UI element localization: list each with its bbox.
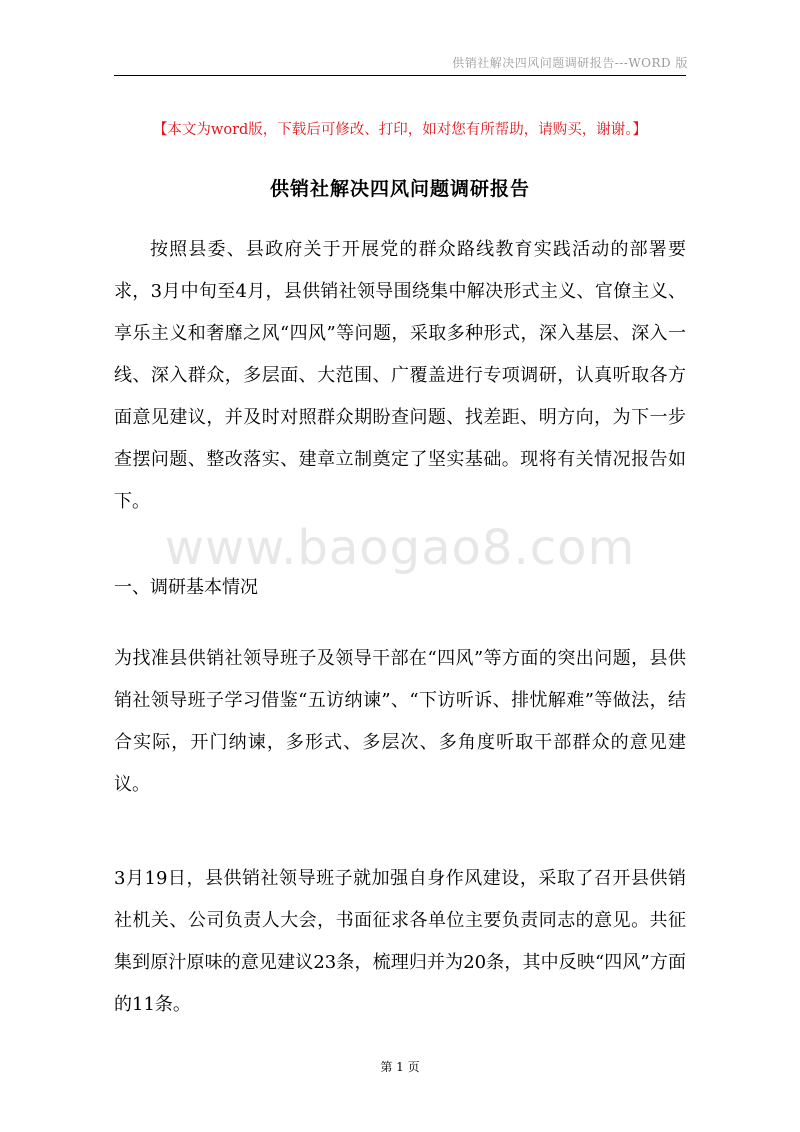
purchase-notice: 【本文为word版，下载后可修改、打印，如对您有所帮助，请购买，谢谢。】 — [152, 122, 648, 138]
body-paragraph: 3月19日，县供销社领导班子就加强自身作风建设，采取了召开县供销社机关、公司负责人大会，书面征求各单位主要负责同志的意见。共征集到原汁原味的意见建议23条，梳理归并为20条，其中反映“四风”方面的11条。 — [114, 868, 686, 1015]
body-paragraph: 为找准县供销社领导班子及领导干部在“四风”等方面的突出问题，县供销社领导班子学习借鉴“五访纳谏”、“下访听诉、排忧解难”等做法，结合实际，开门纳谏，多形式、多层次、多角度听取干部群众的意见建议。 — [114, 648, 686, 795]
document-title: 供销社解决四风问题调研报告 — [269, 178, 530, 200]
header-rule — [114, 75, 686, 76]
running-header: 供销社解决四风问题调研报告---WORD 版 — [452, 56, 688, 70]
page-number: 第 1 页 — [380, 1060, 420, 1074]
intro-paragraph: 按照县委、县政府关于开展党的群众路线教育实践活动的部署要求，3月中旬至4月，县供销社领导围绕集中解决形式主义、官僚主义、享乐主义和奢靡之风“四风”等问题，采取多种形式，深入基层、深入一线、深入群众，多层面、大范围、广覆盖进行专项调研，认真听取各方面意见建议，并及时对照群众期盼查问题、找差距、明方向，为下一步查摆问题、整改落实、建章立制奠定了坚实基础。现将有关情况报告如下。 — [114, 239, 686, 512]
watermark: www.baogao8.com — [164, 520, 636, 576]
section-heading: 一、调研基本情况 — [114, 577, 258, 598]
